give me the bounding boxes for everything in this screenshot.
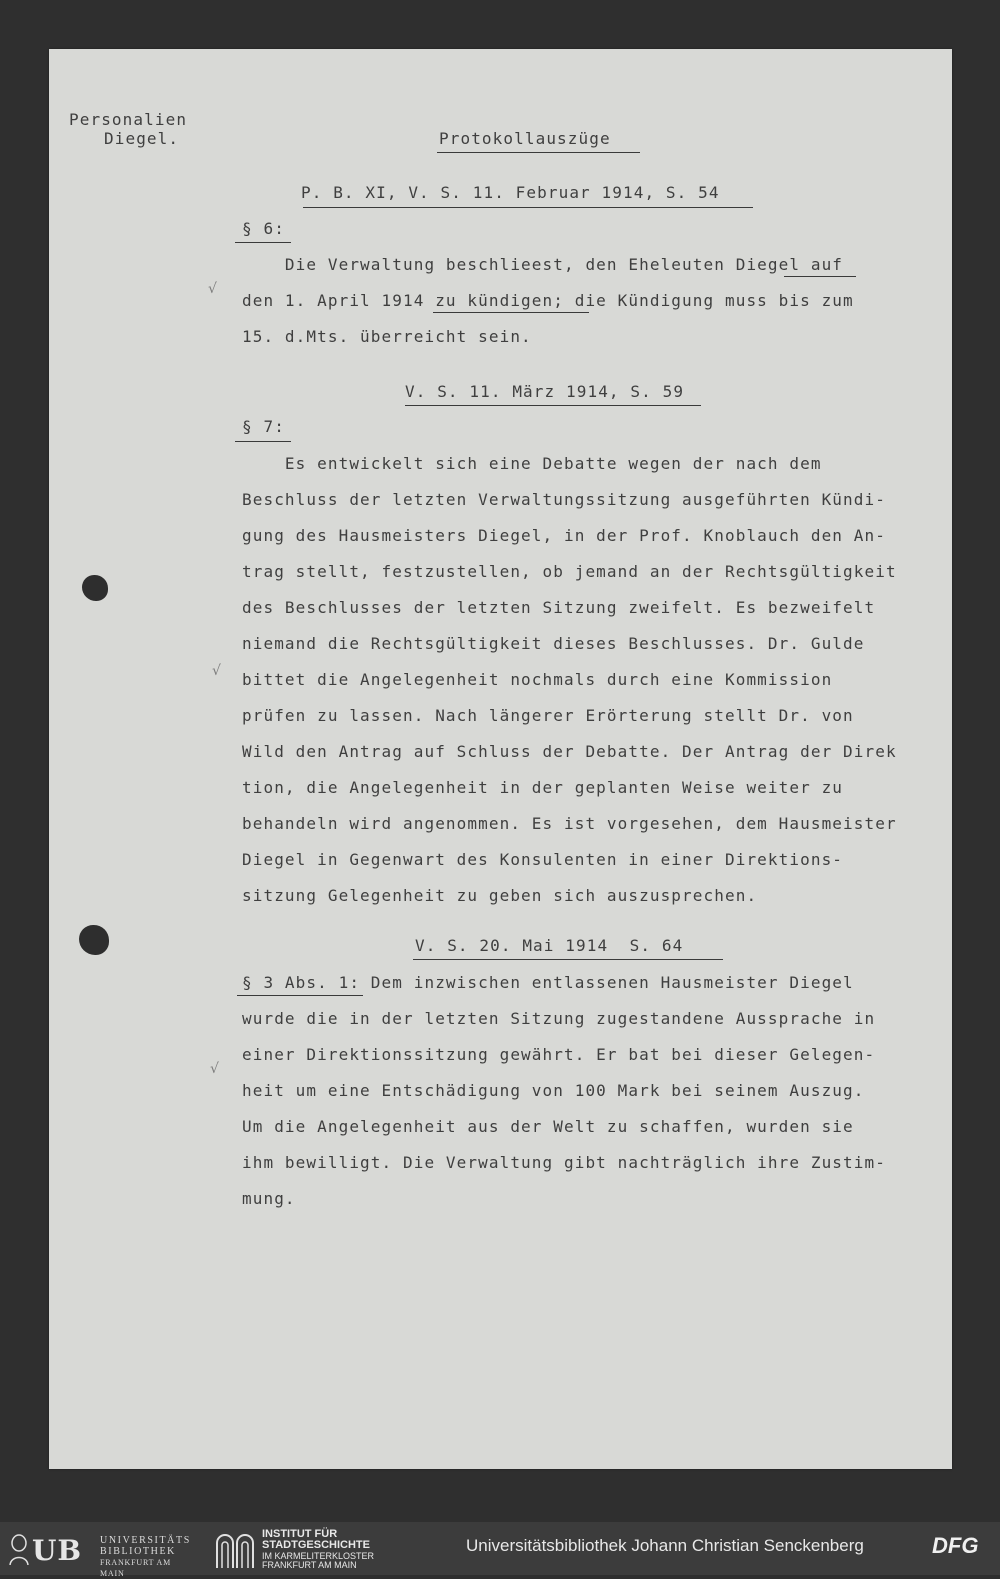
punch-hole-upper	[82, 575, 108, 601]
section-2-line-4: trag stellt, festzustellen, ob jemand an der Rechtsgültigkeit	[242, 562, 897, 581]
section-1-heading: P. B. XI, V. S. 11. Februar 1914, S. 54	[301, 183, 720, 202]
margin-note-line-1: Personalien	[69, 110, 188, 129]
section-1-line-1: Die Verwaltung beschlieest, den Eheleuten Diegel auf	[242, 255, 844, 274]
ub-line-3: FRANKFURT AM MAIN	[100, 1558, 171, 1578]
section-1-heading-underline	[303, 207, 753, 208]
section-2-line-6: niemand die Rechtsgültigkeit dieses Beschlusses. Dr. Gulde	[242, 634, 865, 653]
ub-line-1: UNIVERSITÄTS	[100, 1535, 191, 1546]
section-1-mark-underline	[235, 242, 291, 243]
section-2-line-9: Wild den Antrag auf Schluss der Debatte. Der Antrag der Direk	[242, 742, 897, 761]
section-3-line-3: einer Direktionssitzung gewährt. Er bat bei dieser Gelegen-	[242, 1045, 876, 1064]
section-2-line-2: Beschluss der letzten Verwaltungssitzung ausgeführten Kündi-	[242, 490, 886, 509]
section-2-line-8: prüfen zu lassen. Nach längerer Erörterung stellt Dr. von	[242, 706, 854, 725]
footer-library-name[interactable]: Universitätsbibliothek Johann Christian Senckenberg	[466, 1536, 864, 1555]
section-3-line-2: wurde die in der letzten Sitzung zugestandene Aussprache in	[242, 1009, 876, 1028]
isg-line-3: IM KARMELITERKLOSTER	[262, 1551, 375, 1561]
section-2-mark-underline	[235, 441, 291, 442]
section-1-paragraph-mark: § 6:	[242, 219, 285, 238]
dfg-logo[interactable]: DFG	[932, 1533, 979, 1558]
section-2-line-3: gung des Hausmeisters Diegel, in der Prof. Knoblauch den An-	[242, 526, 886, 545]
title-underline	[437, 152, 640, 153]
margin-note-line-2: Diegel.	[104, 129, 180, 148]
ub-letters: UB	[32, 1534, 83, 1567]
section-2-line-7: bittet die Angelegenheit nochmals durch eine Kommission	[242, 670, 833, 689]
section-2-line-1: Es entwickelt sich eine Debatte wegen der nach dem	[242, 454, 822, 473]
underline-zu-kuendigen	[433, 312, 589, 313]
section-2-line-13: sitzung Gelegenheit zu geben sich auszusprechen.	[242, 886, 758, 905]
section-3-line-5: Um die Angelegenheit aus der Welt zu schaffen, wurden sie	[242, 1117, 854, 1136]
check-mark-3: √	[210, 1061, 219, 1077]
isg-line-1: INSTITUT FÜR	[262, 1528, 338, 1540]
section-2-line-5: des Beschlusses der letzten Sitzung zweifelt. Es bezweifelt	[242, 598, 876, 617]
check-mark-1: √	[208, 281, 217, 297]
section-3-line-6: ihm bewilligt. Die Verwaltung gibt nachträglich ihre Zustim-	[242, 1153, 886, 1172]
isg-logo[interactable]	[214, 1529, 414, 1569]
punch-hole-lower	[79, 925, 109, 955]
section-2-heading: V. S. 11. März 1914, S. 59	[405, 382, 685, 401]
ub-portrait-icon	[8, 1533, 30, 1565]
section-2-paragraph-mark: § 7:	[242, 417, 285, 436]
section-2-line-11: behandeln wird angenommen. Es ist vorgesehen, dem Hausmeister	[242, 814, 897, 833]
section-3-heading-underline	[413, 959, 723, 960]
section-3-line-1: § 3 Abs. 1: Dem inzwischen entlassenen Hausmeister Diegel	[242, 973, 854, 992]
section-1-line-3: 15. d.Mts. überreicht sein.	[242, 327, 532, 346]
section-3-line-4: heit um eine Entschädigung von 100 Mark bei seinem Auszug.	[242, 1081, 865, 1100]
section-2-line-12: Diegel in Gegenwart des Konsulenten in einer Direktions-	[242, 850, 844, 869]
section-3-mark-underline	[237, 995, 363, 996]
footer-bar	[0, 1522, 1000, 1578]
isg-line-4: FRANKFURT AM MAIN	[262, 1560, 357, 1570]
document-page	[49, 49, 952, 1469]
document-title: Protokollauszüge	[439, 129, 611, 148]
section-2-heading-underline	[405, 405, 701, 406]
section-3-heading: V. S. 20. Mai 1914 S. 64	[415, 936, 684, 955]
isg-arches-icon	[214, 1529, 256, 1569]
underline-diegel	[784, 276, 856, 277]
ub-logo[interactable]	[8, 1532, 198, 1578]
section-2-line-10: tion, die Angelegenheit in der geplanten Weise weiter zu	[242, 778, 844, 797]
isg-line-2: STADTGESCHICHTE	[262, 1539, 370, 1551]
section-3-line-7: mung.	[242, 1189, 296, 1208]
ub-line-2: BIBLIOTHEK	[100, 1546, 176, 1557]
section-1-line-2: den 1. April 1914 zu kündigen; die Kündigung muss bis zum	[242, 291, 854, 310]
check-mark-2: √	[212, 663, 221, 679]
